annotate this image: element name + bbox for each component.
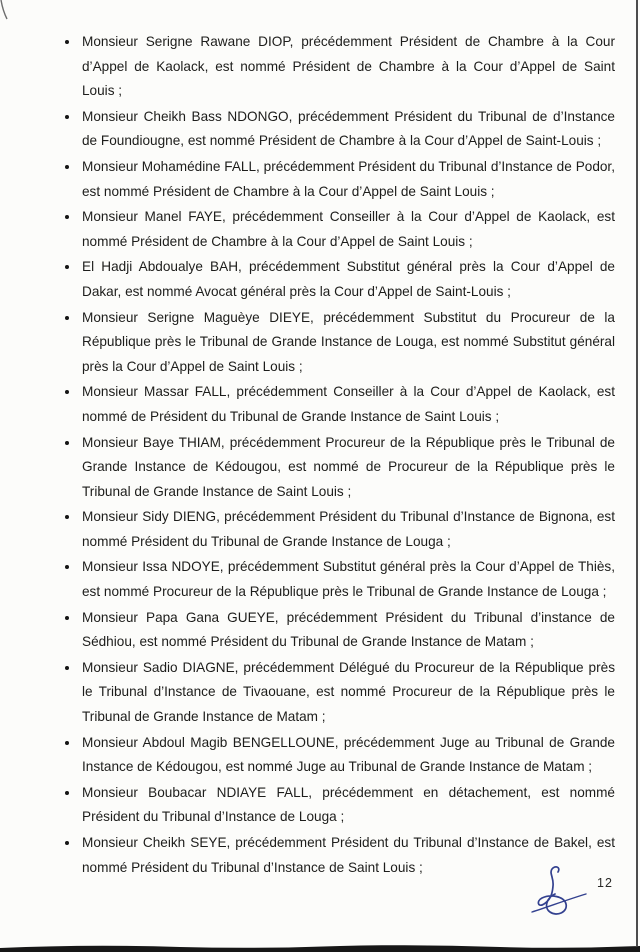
bullet-icon xyxy=(65,165,69,169)
appointment-text: El Hadji Abdoualye BAH, précédemment Substitut général près la Cour d’Appel de Dakar, est nommé Avocat général près la Cour d’Appel de Saint-Louis ; xyxy=(82,259,615,299)
appointment-text: Monsieur Serigne Maguèye DIEYE, précédemment Substitut du Procureur de la République près le Tribunal de Grande Instance de Louga, est nommé Substitut général près la Cour d’Appel de Saint Louis ; xyxy=(82,309,615,374)
list-item xyxy=(82,380,615,429)
list-item xyxy=(82,155,615,204)
list-item xyxy=(82,30,615,104)
list-item xyxy=(82,505,615,554)
bullet-icon xyxy=(65,841,69,845)
bullet-icon xyxy=(65,115,69,119)
page-number: 12 xyxy=(597,876,613,890)
appointment-text: Monsieur Sadio DIAGNE, précédemment Délégué du Procureur de la République près le Tribunal d’Instance de Tivaouane, est nommé Procureur de la République près le Tribunal de Grande Instance de Matam ; xyxy=(82,659,615,725)
appointments-list xyxy=(82,30,615,881)
list-item xyxy=(82,656,615,730)
bullet-icon xyxy=(65,390,69,394)
appointment-text: Monsieur Cheikh SEYE, précédemment Président du Tribunal d’Instance de Bakel, est nommé Président du Tribunal d’Instance de Saint Louis ; xyxy=(82,835,615,875)
list-item xyxy=(82,555,615,604)
signature-paraph xyxy=(528,864,590,922)
bullet-icon xyxy=(65,316,69,320)
appointment-text: Monsieur Mohamédine FALL, précédemment Président du Tribunal d’Instance de Podor, est nommé Président de Chambre à la Cour d’Appel de Saint Louis ; xyxy=(82,158,615,199)
list-item xyxy=(82,306,615,380)
appointment-text: Monsieur Issa NDOYE, précédemment Substitut général près la Cour d’Appel de Thiès, est nommé Procureur de la République près le Tribunal de Grande Instance de Louga ; xyxy=(82,559,615,600)
bullet-icon xyxy=(65,666,69,670)
bullet-icon xyxy=(65,741,69,745)
scan-artifact-corner-mark xyxy=(0,0,14,22)
list-item xyxy=(82,105,615,154)
bullet-icon xyxy=(65,265,69,269)
appointment-text: Monsieur Manel FAYE, précédemment Conseiller à la Cour d’Appel de Kaolack, est nommé Président de Chambre à la Cour d’Appel de Saint Louis ; xyxy=(82,209,615,249)
appointment-text: Monsieur Papa Gana GUEYE, précédemment Président du Tribunal d’instance de Sédhiou, est nommé Président du Tribunal de Grande Instance de Matam ; xyxy=(82,609,615,650)
list-item xyxy=(82,781,615,830)
appointment-text: Monsieur Massar FALL, précédemment Conseiller à la Cour d’Appel de Kaolack, est nommé de Président du Tribunal de Grande Instance de Saint Louis ; xyxy=(82,384,615,424)
bullet-icon xyxy=(65,40,69,44)
bullet-icon xyxy=(65,565,69,569)
appointment-text: Monsieur Abdoul Magib BENGELLOUNE, précédemment Juge au Tribunal de Grande Instance de Kédougou, est nommé Juge au Tribunal de Grande Instance de Matam ; xyxy=(82,734,615,775)
bullet-icon xyxy=(65,441,69,445)
appointment-text: Monsieur Cheikh Bass NDONGO, précédemment Président du Tribunal de d’Instance de Foundiougne, est nommé Président de Chambre à la Cour d’Appel de Saint-Louis ; xyxy=(82,108,615,149)
list-item xyxy=(82,205,615,254)
list-item xyxy=(82,255,615,304)
bullet-icon xyxy=(65,791,69,795)
appointment-text: Monsieur Boubacar NDIAYE FALL, précédemment en détachement, est nommé Président du Tribunal d’Instance de Louga ; xyxy=(82,784,615,825)
appointment-text: Monsieur Baye THIAM, précédemment Procureur de la République près le Tribunal de Grande Instance de Kédougou, est nommé de Procureur de la République près le Tribunal de Grande Instance de Saint Louis ; xyxy=(82,434,615,499)
list-item xyxy=(82,431,615,505)
bullet-icon xyxy=(65,515,69,519)
list-item xyxy=(82,731,615,780)
appointment-text: Monsieur Sidy DIENG, précédemment Président du Tribunal d’Instance de Bignona, est nommé Président du Tribunal de Grande Instance de Louga ; xyxy=(82,509,615,549)
bullet-icon xyxy=(65,215,69,219)
bullet-icon xyxy=(65,616,69,620)
scan-edge-line-right xyxy=(636,0,638,946)
appointment-text: Monsieur Serigne Rawane DIOP, précédemment Président de Chambre à la Cour d’Appel de Kaolack, est nommé Président de Chambre à la Cour d’Appel de Saint Louis ; xyxy=(82,34,615,99)
scan-edge-band-bottom xyxy=(0,942,640,952)
list-item xyxy=(82,606,615,655)
